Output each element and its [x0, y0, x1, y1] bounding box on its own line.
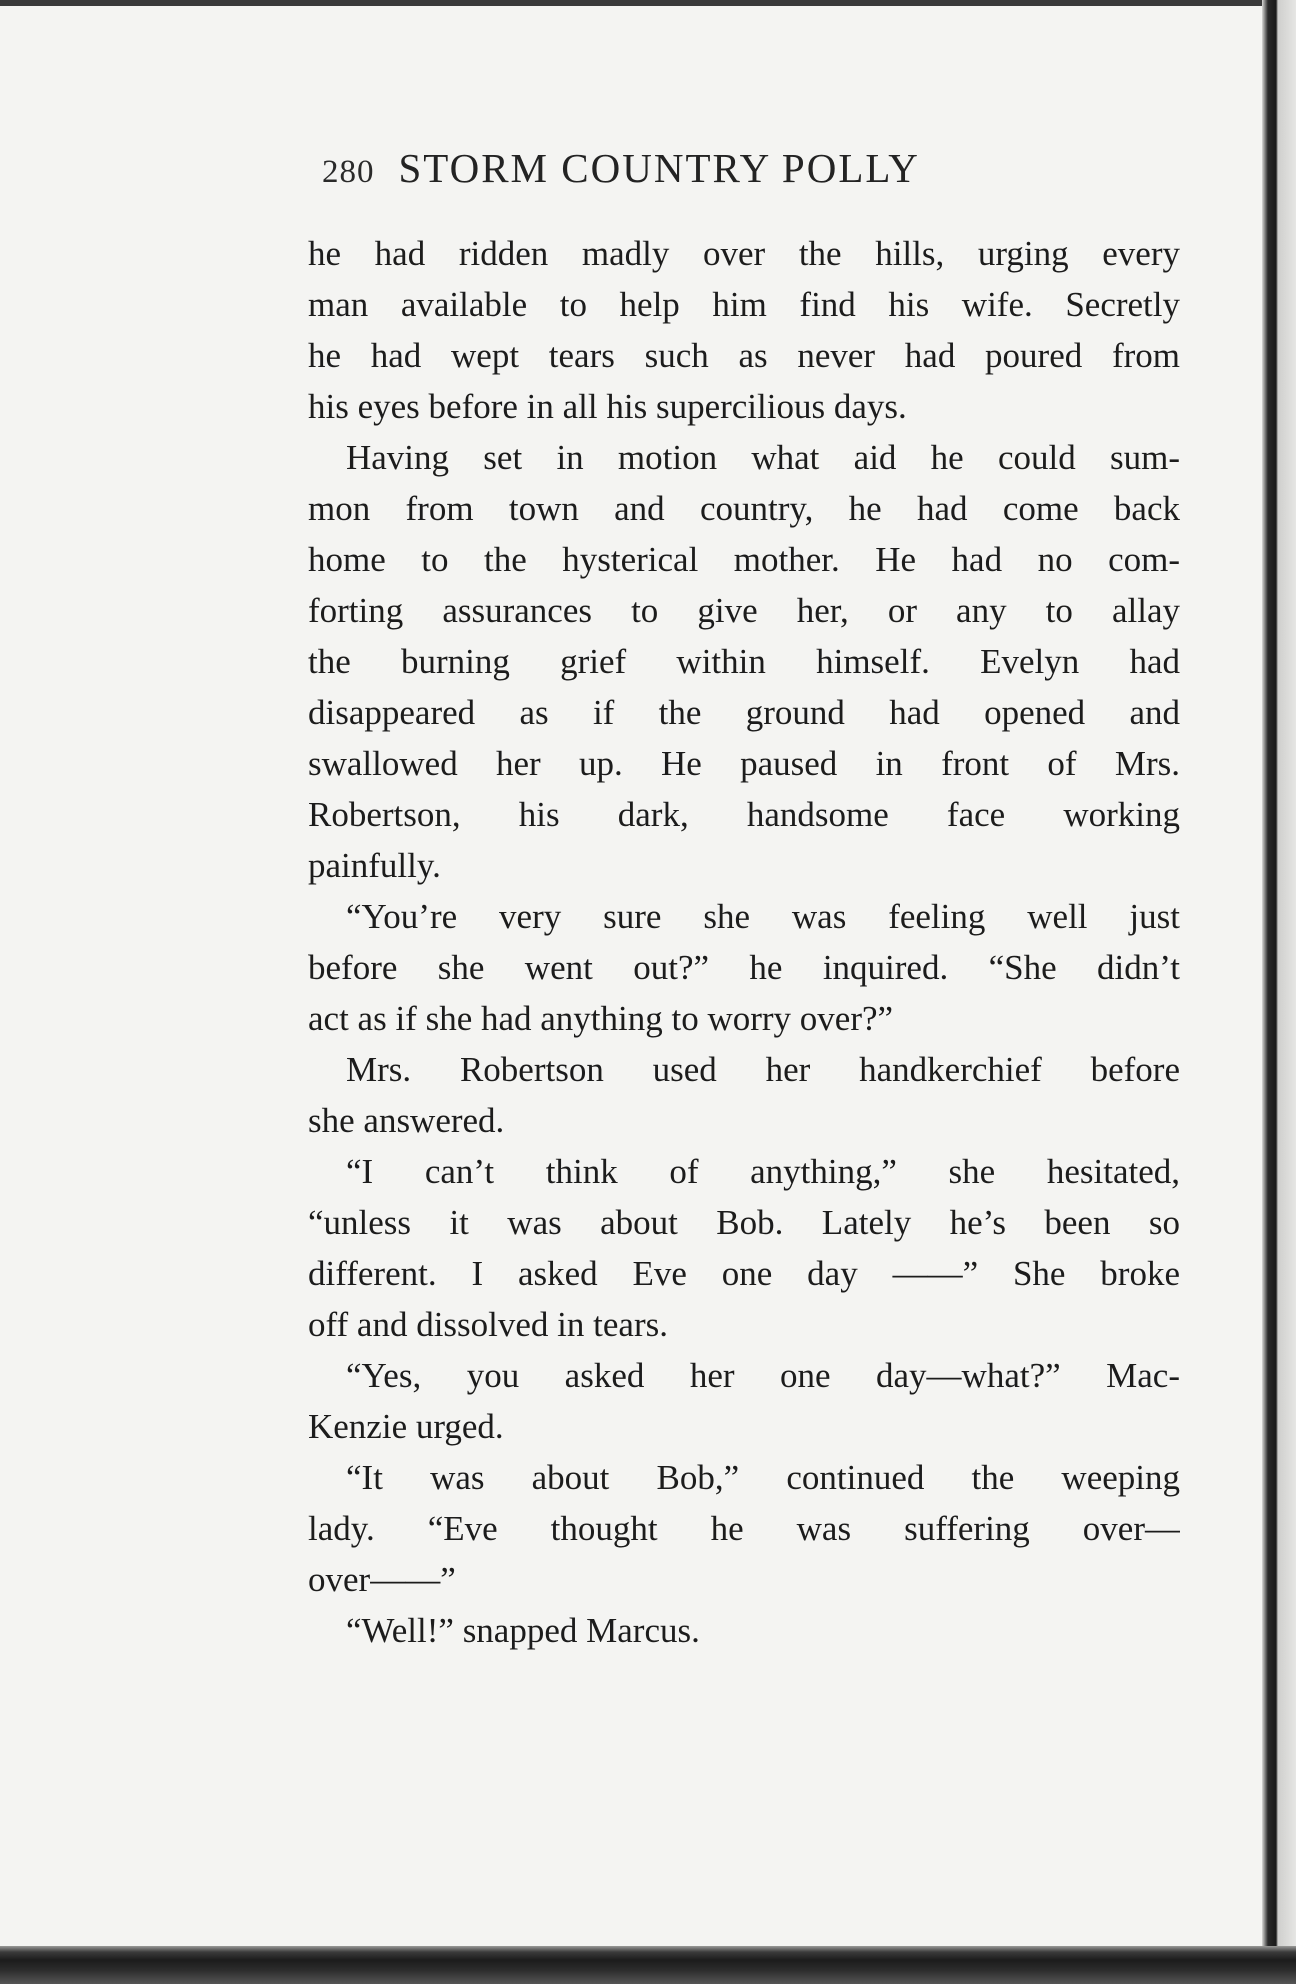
text-line: home to the hysterical mother. He had no com- [308, 540, 1180, 579]
paragraph [308, 1452, 1180, 1605]
text-line: before she went out?” he inquired. “She didn’t [308, 948, 1180, 987]
page-number: 280 [322, 154, 375, 190]
text-line: he had ridden madly over the hills, urging every [308, 234, 1180, 273]
paragraph [308, 432, 1180, 891]
text-line: over——” [308, 1560, 456, 1599]
text-line: swallowed her up. He paused in front of Mrs. [308, 744, 1180, 783]
text-line: “unless it was about Bob. Lately he’s been so [308, 1203, 1180, 1242]
text-line: “I can’t think of anything,” she hesitated, [346, 1152, 1180, 1191]
paragraph [308, 1350, 1180, 1452]
paragraph [308, 228, 1180, 432]
running-head [322, 144, 1082, 196]
text-line: “Well!” snapped Marcus. [346, 1611, 700, 1650]
text-line: Kenzie urged. [308, 1407, 504, 1446]
text-line: “Yes, you asked her one day—what?” Mac- [346, 1356, 1180, 1395]
text-line: lady. “Eve thought he was suffering over— [308, 1509, 1180, 1548]
text-line: off and dissolved in tears. [308, 1305, 668, 1344]
scan-bottom-border [0, 1946, 1296, 1984]
body-text [308, 228, 1180, 1656]
text-line: act as if she had anything to worry over?” [308, 999, 894, 1038]
text-line: she answered. [308, 1101, 505, 1140]
text-line: “You’re very sure she was feeling well just [346, 897, 1180, 936]
book-title: STORM COUNTRY POLLY [398, 145, 920, 191]
text-line: he had wept tears such as never had poured from [308, 336, 1180, 375]
text-line: man available to help him find his wife. Secretly [308, 285, 1180, 324]
text-line: mon from town and country, he had come back [308, 489, 1180, 528]
paragraph [308, 1605, 1180, 1656]
text-line: his eyes before in all his supercilious days. [308, 387, 907, 426]
text-line: Having set in motion what aid he could sum- [346, 438, 1180, 477]
text-line: the burning grief within himself. Evelyn had [308, 642, 1180, 681]
text-line: forting assurances to give her, or any to allay [308, 591, 1180, 630]
paragraph [308, 1146, 1180, 1350]
text-line: disappeared as if the ground had opened and [308, 693, 1180, 732]
text-line: painfully. [308, 846, 441, 885]
text-line: Robertson, his dark, handsome face working [308, 795, 1180, 834]
text-line: Mrs. Robertson used her handkerchief before [346, 1050, 1180, 1089]
paragraph [308, 1044, 1180, 1146]
scan-right-edge [1262, 0, 1296, 1984]
text-line: different. I asked Eve one day ——” She broke [308, 1254, 1180, 1293]
text-line: “It was about Bob,” continued the weeping [346, 1458, 1180, 1497]
paragraph [308, 891, 1180, 1044]
